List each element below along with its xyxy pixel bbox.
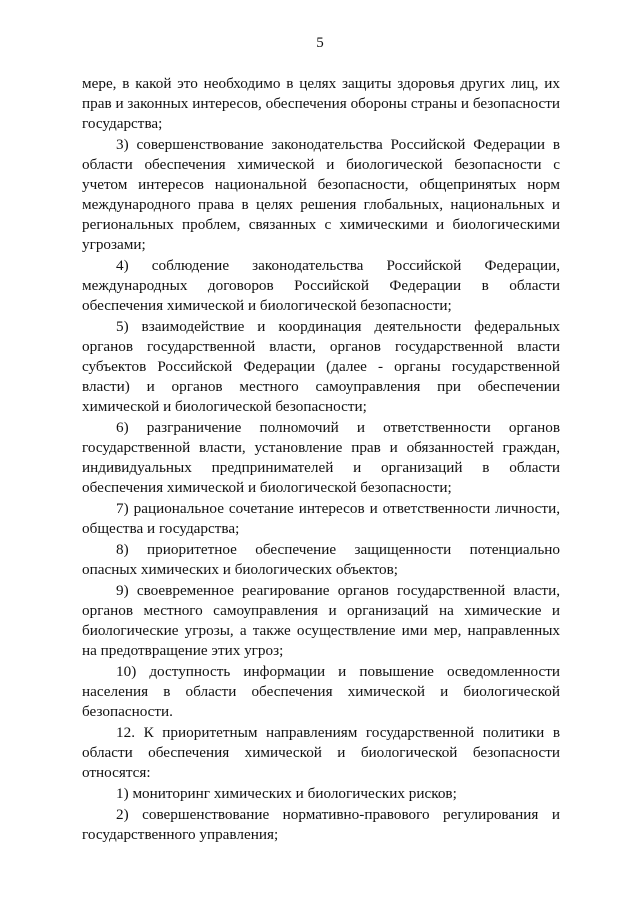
paragraph-direction-2: 2) совершенствование нормативно-правового регулирования и государственного управления; bbox=[82, 806, 560, 843]
paragraph-item-5: 5) взаимодействие и координация деятельности федеральных органов государственной власти, органов государственной власти субъектов Российской Федерации (далее - органы государственной власти) и органов местного самоуправления при обеспечении химической и биологической безопасности; bbox=[82, 318, 560, 415]
paragraph-item-6: 6) разграничение полномочий и ответственности органов государственной власти, установление прав и обязанностей граждан, индивидуальных предпринимателей и организаций в области обеспечения химической и биологической безопасности; bbox=[82, 419, 560, 496]
paragraph-direction-1: 1) мониторинг химических и биологических рисков; bbox=[116, 785, 457, 802]
paragraph-item-9: 9) своевременное реагирование органов государственной власти, органов местного самоуправления и организаций на химические и биологические угрозы, а также осуществление ими мер, направленных на предотвращение этих угроз; bbox=[82, 582, 560, 659]
paragraph-section-12: 12. К приоритетным направлениям государственной политики в области обеспечения химической и биологической безопасности относятся: bbox=[82, 724, 560, 781]
page-number: 5 bbox=[316, 35, 324, 51]
paragraph-item-10: 10) доступность информации и повышение осведомленности населения в области обеспечения химической и биологической безопасности. bbox=[82, 663, 560, 720]
paragraph-continuation: мере, в какой это необходимо в целях защиты здоровья других лиц, их прав и законных интересов, обеспечения обороны страны и безопасности государства; bbox=[82, 75, 560, 132]
paragraph-item-4: 4) соблюдение законодательства Российской Федерации, международных договоров Российской Федерации в области обеспечения химической и биологической безопасности; bbox=[82, 257, 560, 314]
paragraph-item-8: 8) приоритетное обеспечение защищенности потенциально опасных химических и биологических объектов; bbox=[82, 541, 560, 578]
document-body bbox=[82, 74, 560, 846]
paragraph-item-3: 3) совершенствование законодательства Российской Федерации в области обеспечения химической и биологической безопасности с учетом интересов национальной безопасности, общепринятых норм международного права в целях решения глобальных, национальных и региональных проблем, связанных с химическими и биологическими угрозами; bbox=[82, 136, 560, 253]
paragraph-item-7: 7) рациональное сочетание интересов и ответственности личности, общества и государства; bbox=[82, 500, 560, 537]
